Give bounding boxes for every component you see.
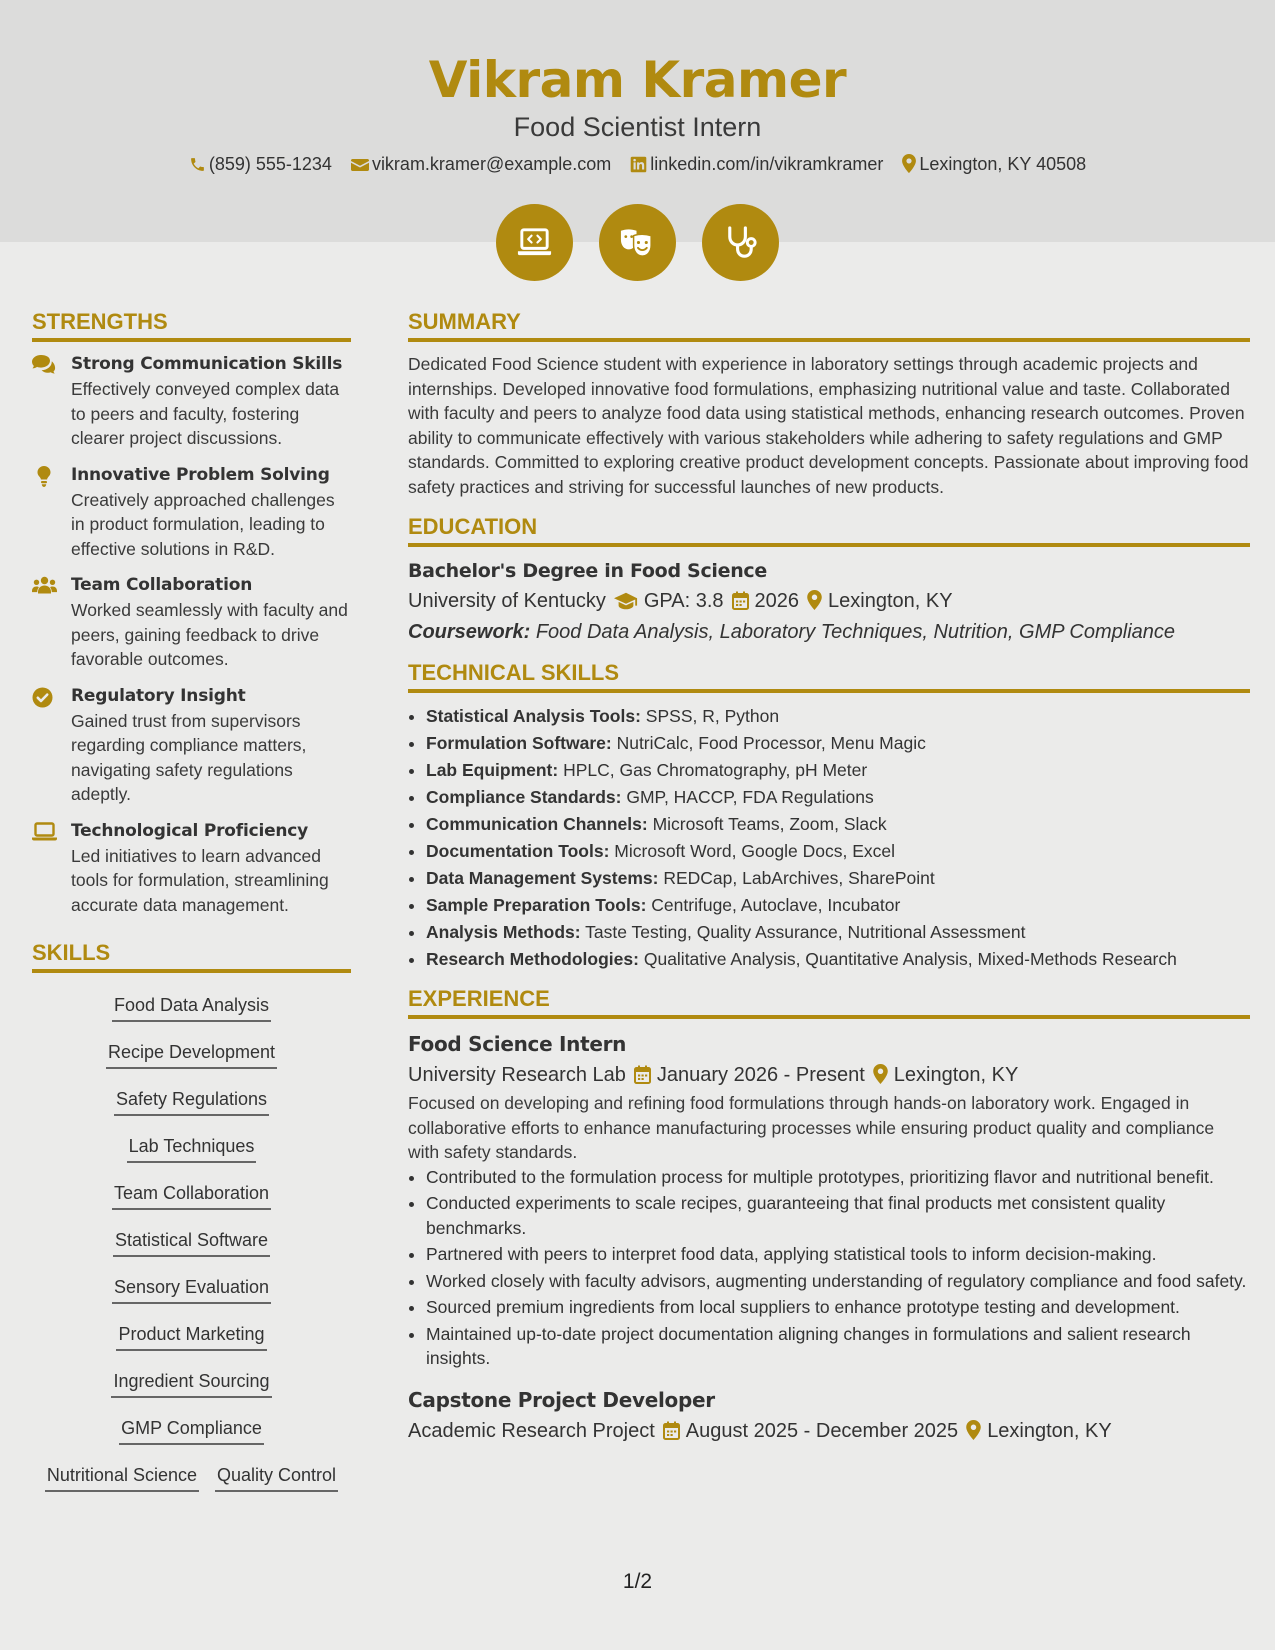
graduation-cap-icon (614, 592, 638, 610)
map-pin-icon (902, 154, 916, 173)
job-description: Focused on developing and refining food formulations through hands-on laboratory work. Engaged in collaborative efforts to enhance manufacturing processes while ensuring product quality and compliance with safety standards. (408, 1093, 1215, 1162)
tech-skill-value: Qualitative Analysis, Quantitative Analysis, Mixed-Methods Research (643, 949, 1177, 969)
strength-desc: Creatively approached challenges in product formulation, leading to effective solutions in R&D. (71, 489, 335, 559)
skills-heading: SKILLS (32, 939, 351, 973)
skill-tag: Sensory Evaluation (112, 1275, 271, 1304)
linkedin-icon (630, 156, 647, 173)
tech-skill-label: Sample Preparation Tools: (426, 895, 647, 915)
summary-heading: SUMMARY (408, 308, 1250, 342)
calendar-icon (663, 1421, 680, 1440)
list-item: • Sourced premium ingredients from local suppliers to enhance prototype testing and development. (426, 1295, 1250, 1320)
envelope-icon (351, 157, 369, 173)
calendar-icon (732, 591, 749, 610)
job-meta (408, 1415, 1250, 1447)
tech-skill-label: Statistical Analysis Tools: (426, 706, 641, 726)
users-icon (32, 576, 57, 595)
strength-title: Innovative Problem Solving (71, 464, 330, 485)
phone-text: (859) 555-1234 (208, 154, 332, 174)
skill-tag: Lab Techniques (127, 1134, 257, 1163)
strength-title: Regulatory Insight (71, 685, 246, 706)
job-dates: January 2026 - Present (656, 1064, 865, 1086)
list-item: • Worked closely with faculty advisors, augmenting understanding of regulatory compliance and food safety. (426, 1269, 1250, 1294)
coursework (408, 617, 1250, 647)
comments-icon (32, 355, 56, 374)
education-heading: EDUCATION (408, 513, 1250, 547)
list-item (426, 946, 1250, 973)
skill-tag: Safety Regulations (114, 1087, 269, 1116)
contact-location (902, 152, 1086, 176)
tech-skill-label: Lab Equipment: (426, 760, 559, 780)
strength-title: Team Collaboration (71, 575, 253, 595)
skills-list (32, 983, 351, 1504)
job-org: Academic Research Project (408, 1419, 655, 1442)
summary-text: Dedicated Food Science student with experience in laboratory settings through academic projects and internships. Developed innovative food formulations, emphasizing nutritional value and taste. Collaborated with faculty and peers to analyze food data using statistical methods, enhancing research outcomes. Proven ability to communicate effectively with various stakeholders while adhering to safety regulations and GMP standards. Committed to exploring creative product development concepts. Passionate about improving food safety practices and striving for successful launches of new products. (408, 354, 1249, 497)
lightbulb-icon (32, 466, 56, 487)
strength-desc: Gained trust from supervisors regarding compliance matters, navigating safety regulations adeptly. (71, 710, 307, 804)
check-circle-icon (32, 687, 53, 708)
strength-item (32, 463, 351, 562)
list-item (426, 838, 1250, 865)
tech-skill-label: Communication Channels: (426, 814, 648, 834)
laptop-code-icon (515, 223, 554, 262)
job-title: Capstone Project Developer (408, 1387, 715, 1412)
graduation-year: 2026 (754, 590, 800, 612)
skill-tag: Team Collaboration (112, 1181, 271, 1210)
gpa: GPA: 3.8 (643, 590, 724, 612)
tech-skill-value: GMP, HACCP, FDA Regulations (626, 787, 874, 807)
map-pin-icon (966, 1420, 981, 1440)
tech-skill-label: Compliance Standards: (426, 787, 622, 807)
technical-skills-heading: TECHNICAL SKILLS (408, 659, 1250, 693)
tech-skill-value: Microsoft Word, Google Docs, Excel (614, 841, 896, 861)
candidate-role: Food Scientist Intern (513, 112, 762, 142)
skill-tag: Quality Control (215, 1463, 338, 1492)
linkedin-text: linkedin.com/in/vikramkramer (650, 154, 884, 174)
list-item (426, 865, 1250, 892)
contact-phone[interactable] (189, 152, 332, 176)
contact-bar (0, 152, 1275, 176)
list-item (426, 892, 1250, 919)
list-item: • Partnered with peers to interpret food data, applying statistical tools to inform decision-making. (426, 1242, 1250, 1267)
school-location: Lexington, KY (828, 590, 953, 612)
tech-skill-value: Centrifuge, Autoclave, Incubator (651, 895, 901, 915)
theater-masks-badge (599, 204, 676, 281)
tech-skill-value: Microsoft Teams, Zoom, Slack (652, 814, 887, 834)
coursework-label: Coursework: (408, 621, 531, 643)
skill-tag: Ingredient Sourcing (111, 1369, 271, 1398)
tech-skill-value: Taste Testing, Quality Assurance, Nutritional Assessment (585, 922, 1026, 942)
education-meta (408, 585, 1250, 617)
strength-item (32, 684, 351, 807)
tech-skill-label: Research Methodologies: (426, 949, 639, 969)
tech-skill-value: REDCap, LabArchives, SharePoint (663, 868, 935, 888)
laptop-icon (32, 822, 57, 841)
skill-tag: Product Marketing (116, 1322, 266, 1351)
strength-desc: Effectively conveyed complex data to peers and faculty, fostering clearer project discussions. (71, 379, 340, 448)
tech-skill-label: Data Management Systems: (426, 868, 659, 888)
job-org: University Research Lab (408, 1064, 626, 1086)
list-item (426, 757, 1250, 784)
job-bullets (408, 1165, 1250, 1371)
tech-skill-label: Formulation Software: (426, 733, 612, 753)
skill-tag: Recipe Development (106, 1040, 277, 1069)
left-column (32, 308, 351, 1504)
calendar-icon (634, 1065, 651, 1084)
tech-skill-value: SPSS, R, Python (645, 706, 780, 726)
email-text: vikram.kramer@example.com (371, 154, 612, 174)
experience-heading: EXPERIENCE (408, 985, 1250, 1019)
list-item: • Conducted experiments to scale recipes, guaranteeing that final products met consistent quality benchmarks. (426, 1191, 1250, 1240)
strength-desc: Worked seamlessly with faculty and peers, gaining feedback to drive favorable outcomes. (71, 600, 348, 669)
job-title: Food Science Intern (408, 1032, 627, 1056)
list-item (426, 919, 1250, 946)
tech-skill-label: Documentation Tools: (426, 841, 610, 861)
coursework-text: Food Data Analysis, Laboratory Techniques, Nutrition, GMP Compliance (535, 621, 1176, 643)
technical-skills-list (408, 703, 1250, 973)
list-item: • Maintained up-to-date project documentation aligning changes in formulations and salient research insights. (426, 1322, 1250, 1371)
strength-item (32, 819, 351, 918)
skill-tag: Statistical Software (113, 1228, 270, 1257)
right-column (408, 308, 1250, 1447)
school-name: University of Kentucky (408, 590, 606, 612)
phone-icon (189, 156, 206, 173)
degree-title: Bachelor's Degree in Food Science (408, 560, 767, 582)
list-item: • Contributed to the formulation process for multiple prototypes, prioritizing flavor and nutritional benefit. (426, 1165, 1250, 1190)
skill-tag: Nutritional Science (45, 1463, 199, 1492)
strength-item (32, 573, 351, 672)
job-meta (408, 1059, 1250, 1091)
list-item (426, 784, 1250, 811)
laptop-code-badge (496, 204, 573, 281)
list-item (426, 730, 1250, 757)
skill-tag: GMP Compliance (119, 1416, 264, 1445)
interest-badges (0, 204, 1275, 281)
contact-linkedin[interactable] (630, 152, 883, 176)
theater-masks-icon (618, 223, 657, 262)
page-number: 1/2 (622, 1570, 653, 1593)
job-location: Lexington, KY (893, 1064, 1019, 1086)
stethoscope-icon (721, 223, 760, 262)
tech-skill-value: NutriCalc, Food Processor, Menu Magic (616, 733, 926, 753)
contact-email[interactable] (351, 152, 611, 176)
job-location: Lexington, KY (987, 1419, 1112, 1442)
stethoscope-badge (702, 204, 779, 281)
map-pin-icon (873, 1064, 888, 1084)
strength-title: Strong Communication Skills (71, 354, 343, 374)
list-item (426, 811, 1250, 838)
strengths-heading: STRENGTHS (32, 308, 351, 342)
strength-item (32, 352, 351, 451)
strength-desc: Led initiatives to learn advanced tools for formulation, streamlining accurate data management. (71, 845, 329, 915)
strength-title: Technological Proficiency (71, 820, 309, 841)
list-item (426, 703, 1250, 730)
tech-skill-label: Analysis Methods: (426, 922, 581, 942)
job-dates: August 2025 - December 2025 (685, 1419, 959, 1442)
location-text: Lexington, KY 40508 (919, 154, 1087, 174)
tech-skill-value: HPLC, Gas Chromatography, pH Meter (563, 760, 868, 780)
map-pin-icon (807, 590, 822, 610)
candidate-name: Vikram Kramer (428, 51, 847, 109)
skill-tag: Food Data Analysis (112, 993, 271, 1022)
